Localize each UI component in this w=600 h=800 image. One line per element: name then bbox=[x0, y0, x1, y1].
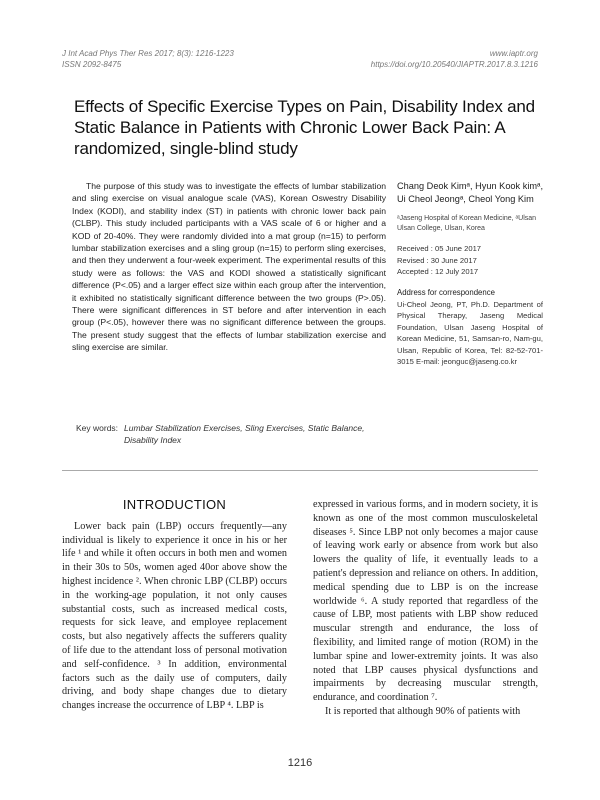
body-column-left bbox=[62, 498, 287, 713]
article-dates bbox=[397, 243, 543, 278]
received-date: Received : 05 June 2017 bbox=[397, 244, 482, 253]
article-title: Effects of Specific Exercise Types on Pain, Disability Index and Static Balance in Patients with Chronic Lower Back Pain: A randomized, single-blind study bbox=[74, 97, 535, 158]
section-divider bbox=[62, 470, 538, 471]
revised-date: Revised : 30 June 2017 bbox=[397, 255, 477, 265]
journal-header-left bbox=[62, 48, 234, 70]
body-paragraph: Lower back pain (LBP) occurs frequently—any individual is likely to experience it once in his or her life ¹ and while it often occurs in both men and women in their 30s to 50s, women aged 40or above show the highest incidence ². When chronic LBP (CLBP) occurs in the working-age population, it not only causes substantial costs, such as increased medical costs, requests for sick leave, and employee replacement costs, but also negatively affects the sufferers quality of life due to the attendant loss of personal motivation and self-confidence. ³ In addition, environmental factors such as the daily use of computers, daily driving, and body shape changes due to dietary changes increase the occurrence of LBP ⁴. LBP is bbox=[62, 520, 287, 712]
body-paragraph: expressed in various forms, and in modern society, it is known as one of the most common musculoskeletal diseases ⁵. Since LBP not only becomes a major cause of leaving work early or absence from work but also lowers the quality of life, it eventually leads to a patient's depression and reliance on others. In addition, medical spending due to LBP is on the increase worldwide ⁶. A study reported that regardless of the cause of LBP, most patients with LBP show reduced muscular strength and endurance, the loss of flexibility, and limited range of motion (ROM) in the lumbar spine and lower-extremity joints. It was also noted that LBP causes physical dysfunctions and impairments by decreasing muscular strength, endurance, and coordination ⁷. bbox=[313, 499, 538, 704]
keywords-value: Lumbar Stabilization Exercises, Sling Exercises, Static Balance, Disability Index bbox=[124, 423, 365, 445]
accepted-date: Accepted : 12 July 2017 bbox=[397, 267, 479, 276]
doi-link[interactable]: https://doi.org/10.20540/JIAPTR.2017.8.3.1216 bbox=[370, 60, 538, 69]
author-info-panel bbox=[397, 180, 543, 368]
author-names: Chang Deok Kimᵃ, Hyun Kook kimᵃ, Ui Cheol Jeongᵃ, Cheol Yong Kim bbox=[397, 181, 543, 204]
introduction-heading: INTRODUCTION bbox=[122, 497, 227, 512]
keywords bbox=[76, 423, 376, 446]
journal-citation: J Int Acad Phys Ther Res 2017; 8(3): 1216-1223 bbox=[62, 49, 234, 58]
page-number: 1216 bbox=[287, 757, 313, 769]
abstract: The purpose of this study was to investigate the effects of lumbar stabilization and sling exercise on visual analogue scale (VAS), Korean Oswestry Disability Index (KODI), and stability index (ST) in patients with chronic lower back pain (CLBP). This study included participants with a VAS scale of 6 or higher and a KOD of 20-40%. They were randomly divided into a mat group (n=15) to perform lumbar stabilization exercises and a sling group (n=15) to perform sling exercises, and then they underwent a four-week experiment. The experimental results of this study were as follows: the VAS and KODI showed a statistically significant difference (P<.05) and a larger effect size within each group after the intervention, it exhibited no statistically significant difference between the two groups (P>.05). There were significant differences in ST before and after intervention in each group (P<.05), however there was no significant difference between the groups. The present study suggest that the effects of lumbar stabilization exercise and sling exercise are similar. bbox=[72, 181, 386, 353]
correspondence-address: Ui-Cheol Jeong, PT, Ph.D. Department of Physical Therapy, Jaseng Medical Foundation, Ulsan Jaseng Hospital of Korean Medicine, 51, Samsan-ro, Nam-gu, Ulsan, Republic of Korea, Tel: 82-52-701-3015 E-mail: jeonguc@jaseng.co.kr bbox=[397, 299, 543, 366]
journal-header-right bbox=[371, 48, 538, 70]
author-affiliation: ᵃJaseng Hospital of Korean Medicine, ᵃUlsan Ulsan College, Ulsan, Korea bbox=[397, 215, 537, 232]
keywords-label: Key words: bbox=[76, 423, 119, 433]
issn: ISSN 2092-8475 bbox=[62, 60, 122, 69]
journal-website-link[interactable]: www.iaptr.org bbox=[489, 49, 538, 58]
body-paragraph: It is reported that although 90% of patients with bbox=[325, 705, 521, 717]
correspondence-heading: Address for correspondence bbox=[397, 287, 495, 297]
body-column-right bbox=[313, 498, 538, 719]
